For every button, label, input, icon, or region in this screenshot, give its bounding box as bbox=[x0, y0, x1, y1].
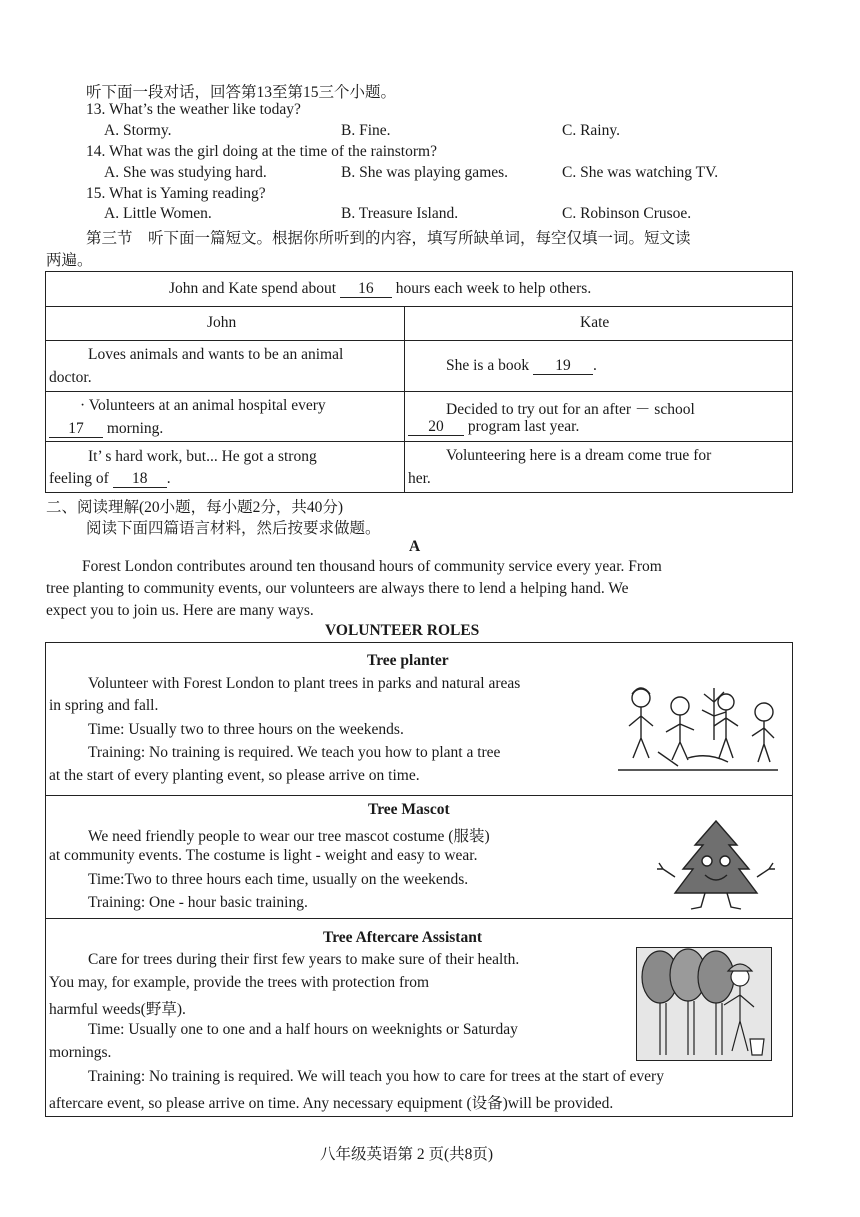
role-3-line-4: Time: Usually one to one and a half hours on weeknights or Saturday bbox=[88, 1021, 518, 1038]
role-1-line-3: Time: Usually two to three hours on the weekends. bbox=[88, 721, 404, 738]
column-john: John bbox=[207, 314, 237, 331]
kate-row2-line2: 20 program last year. bbox=[408, 418, 579, 436]
kate-row2-line1: Decided to try out for an after － school bbox=[446, 401, 695, 418]
role-3-line-7: aftercare event, so please arrive on time. Any necessary equipment (设备)will be provided. bbox=[49, 1095, 614, 1112]
kate-row3-line1: Volunteering here is a dream come true for bbox=[446, 447, 712, 464]
role-3-line-5: mornings. bbox=[49, 1044, 112, 1061]
option-14c: C. She was watching TV. bbox=[562, 164, 719, 181]
role-3-line-6: Training: No training is required. We will teach you how to care for trees at the start of every bbox=[88, 1068, 664, 1085]
role-tree-planter-title: Tree planter bbox=[367, 652, 449, 669]
john-row3-line1: It’ s hard work, but... He got a strong bbox=[88, 448, 317, 465]
option-13c: C. Rainy. bbox=[562, 122, 620, 139]
blank-18: 18 bbox=[113, 471, 167, 488]
option-13a: A. Stormy. bbox=[104, 122, 172, 139]
role-1-line-2: in spring and fall. bbox=[49, 697, 159, 714]
question-13: 13. What’s the weather like today? bbox=[86, 101, 301, 118]
tree-planting-kids-illustration bbox=[618, 680, 780, 778]
reading-instruction: 阅读下面四篇语言材料，然后按要求做题。 bbox=[86, 520, 381, 537]
intro-line-2: tree planting to community events, our volunteers are always there to lend a helping hand. We bbox=[46, 580, 629, 597]
section3-instruction: 第三节 听下面一篇短文。根据你所听到的内容，填写所缺单词，每空仅填一词。短文读 bbox=[86, 230, 691, 247]
blank-19: 19 bbox=[533, 358, 593, 375]
blank-17: 17 bbox=[49, 421, 103, 438]
question-14: 14. What was the girl doing at the time of the rainstorm? bbox=[86, 143, 437, 160]
option-15a: A. Little Women. bbox=[104, 205, 212, 222]
role-2-line-2: at community events. The costume is light - weight and easy to wear. bbox=[49, 847, 478, 864]
option-14a: A. She was studying hard. bbox=[104, 164, 267, 181]
role-1-line-1: Volunteer with Forest London to plant trees in parks and natural areas bbox=[88, 675, 521, 692]
john-row2-line1: · Volunteers at an animal hospital every bbox=[80, 397, 326, 414]
tree-mascot-illustration bbox=[655, 817, 777, 913]
option-15b: B. Treasure Island. bbox=[341, 205, 459, 222]
page-footer: 八年级英语第 2 页(共8页) bbox=[320, 1146, 494, 1163]
question-15: 15. What is Yaming reading? bbox=[86, 185, 266, 202]
intro-line-1: Forest London contributes around ten thousand hours of community service every year. From bbox=[82, 558, 662, 575]
role-2-line-3: Time:Two to three hours each time, usually on the weekends. bbox=[88, 871, 469, 888]
role-3-line-1: Care for trees during their first few years to make sure of their health. bbox=[88, 951, 520, 968]
john-row1-line2: doctor. bbox=[49, 369, 92, 386]
section3-instruction-cont: 两遍。 bbox=[46, 252, 93, 269]
option-14b: B. She was playing games. bbox=[341, 164, 509, 181]
john-row3-line2: feeling of 18 . bbox=[49, 470, 171, 487]
reading-section-title: 二、阅读理解(20小题，每小题2分，共40分) bbox=[46, 499, 344, 516]
role-2-line-1: We need friendly people to wear our tree mascot costume (服装) bbox=[88, 828, 490, 845]
roles-title: VOLUNTEER ROLES bbox=[325, 622, 480, 639]
role-2-line-4: Training: One - hour basic training. bbox=[88, 894, 308, 911]
blank-20: 20 bbox=[408, 419, 464, 436]
column-kate: Kate bbox=[580, 314, 610, 331]
role-tree-aftercare-title: Tree Aftercare Assistant bbox=[323, 929, 482, 946]
role-3-line-3: harmful weeds(野草). bbox=[49, 1001, 186, 1018]
role-tree-mascot-title: Tree Mascot bbox=[368, 801, 450, 818]
kate-row3-line2: her. bbox=[408, 470, 431, 487]
tree-aftercare-illustration bbox=[636, 947, 772, 1061]
option-13b: B. Fine. bbox=[341, 122, 391, 139]
instruction-13-15: 听下面一段对话，回答第13至第15三个小题。 bbox=[86, 84, 397, 101]
john-row2-line2: 17 morning. bbox=[49, 420, 163, 438]
role-1-line-4: Training: No training is required. We teach you how to plant a tree bbox=[88, 744, 501, 761]
option-15c: C. Robinson Crusoe. bbox=[562, 205, 692, 222]
john-row1-line1: Loves animals and wants to be an animal bbox=[88, 346, 344, 363]
kate-row1: She is a book 19 . bbox=[446, 357, 597, 374]
role-3-line-2: You may, for example, provide the trees with protection from bbox=[49, 974, 430, 991]
table-header: John and Kate spend about 16 hours each week to help others. bbox=[169, 280, 592, 297]
passage-label: A bbox=[409, 538, 421, 555]
intro-line-3: expect you to join us. Here are many ways. bbox=[46, 602, 314, 619]
role-1-line-5: at the start of every planting event, so please arrive on time. bbox=[49, 767, 420, 784]
blank-16: 16 bbox=[340, 281, 392, 298]
